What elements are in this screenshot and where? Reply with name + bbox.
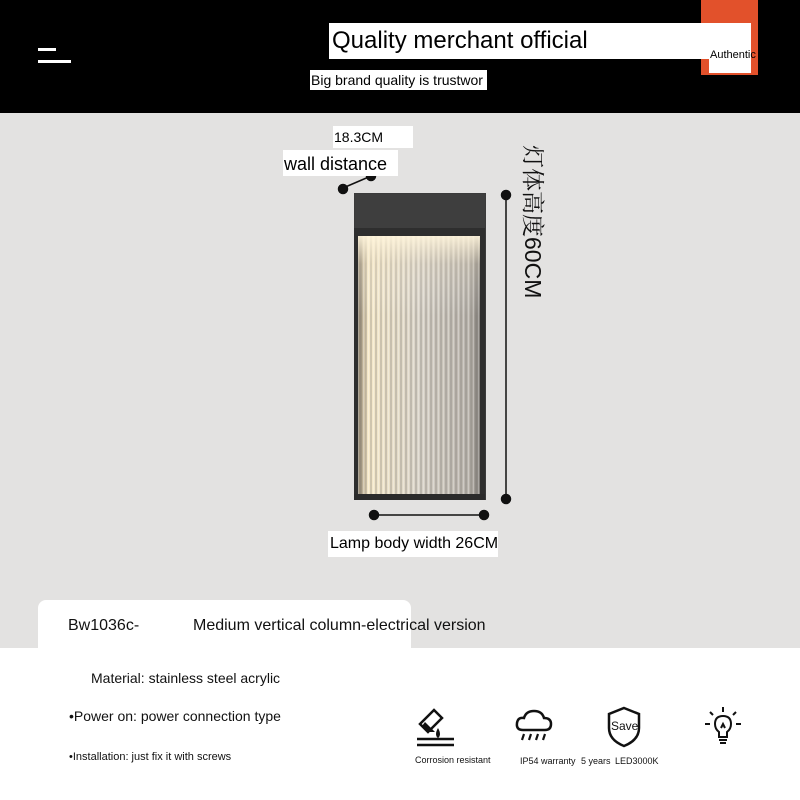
spec-installation: •Installation: just fix it with screws bbox=[69, 751, 232, 763]
subtitle-box bbox=[310, 70, 487, 90]
badge-background bbox=[709, 23, 751, 73]
wall-distance-label: wall distance bbox=[284, 154, 388, 174]
badge-label: Authentic bbox=[710, 49, 756, 61]
height-label-text: 灯体高度60CM bbox=[520, 145, 546, 299]
lamp-body bbox=[354, 193, 486, 500]
menu-icon[interactable] bbox=[38, 48, 72, 66]
spec-material: Material: stainless steel acrylic bbox=[91, 670, 281, 686]
title-box bbox=[329, 23, 751, 59]
feature-label-corrosion: Corrosion resistant bbox=[415, 755, 491, 765]
feature-label-led: LED3000K bbox=[615, 756, 659, 766]
feature-label-ip54: IP54 warranty bbox=[520, 756, 576, 766]
width-label: Lamp body width 26CM bbox=[330, 535, 499, 552]
height-label bbox=[510, 145, 560, 315]
shield-icon-text: Save bbox=[611, 719, 639, 733]
spec-power: •Power on: power connection type bbox=[69, 708, 281, 724]
feature-label-warranty: 5 years bbox=[581, 756, 611, 766]
page-subtitle: Big brand quality is trustwor bbox=[311, 72, 483, 88]
light-bulb-icon bbox=[704, 706, 742, 748]
product-image-area bbox=[0, 113, 800, 648]
rain-cloud-icon bbox=[514, 708, 554, 744]
depth-label: 18.3CM bbox=[334, 129, 384, 145]
corrosion-resistant-icon bbox=[414, 706, 456, 748]
lamp-illustration bbox=[0, 113, 800, 648]
model-description: Medium vertical column-electrical version bbox=[193, 617, 486, 634]
page-title: Quality merchant official bbox=[332, 27, 588, 54]
model-code: Bw1036c- bbox=[68, 617, 140, 634]
